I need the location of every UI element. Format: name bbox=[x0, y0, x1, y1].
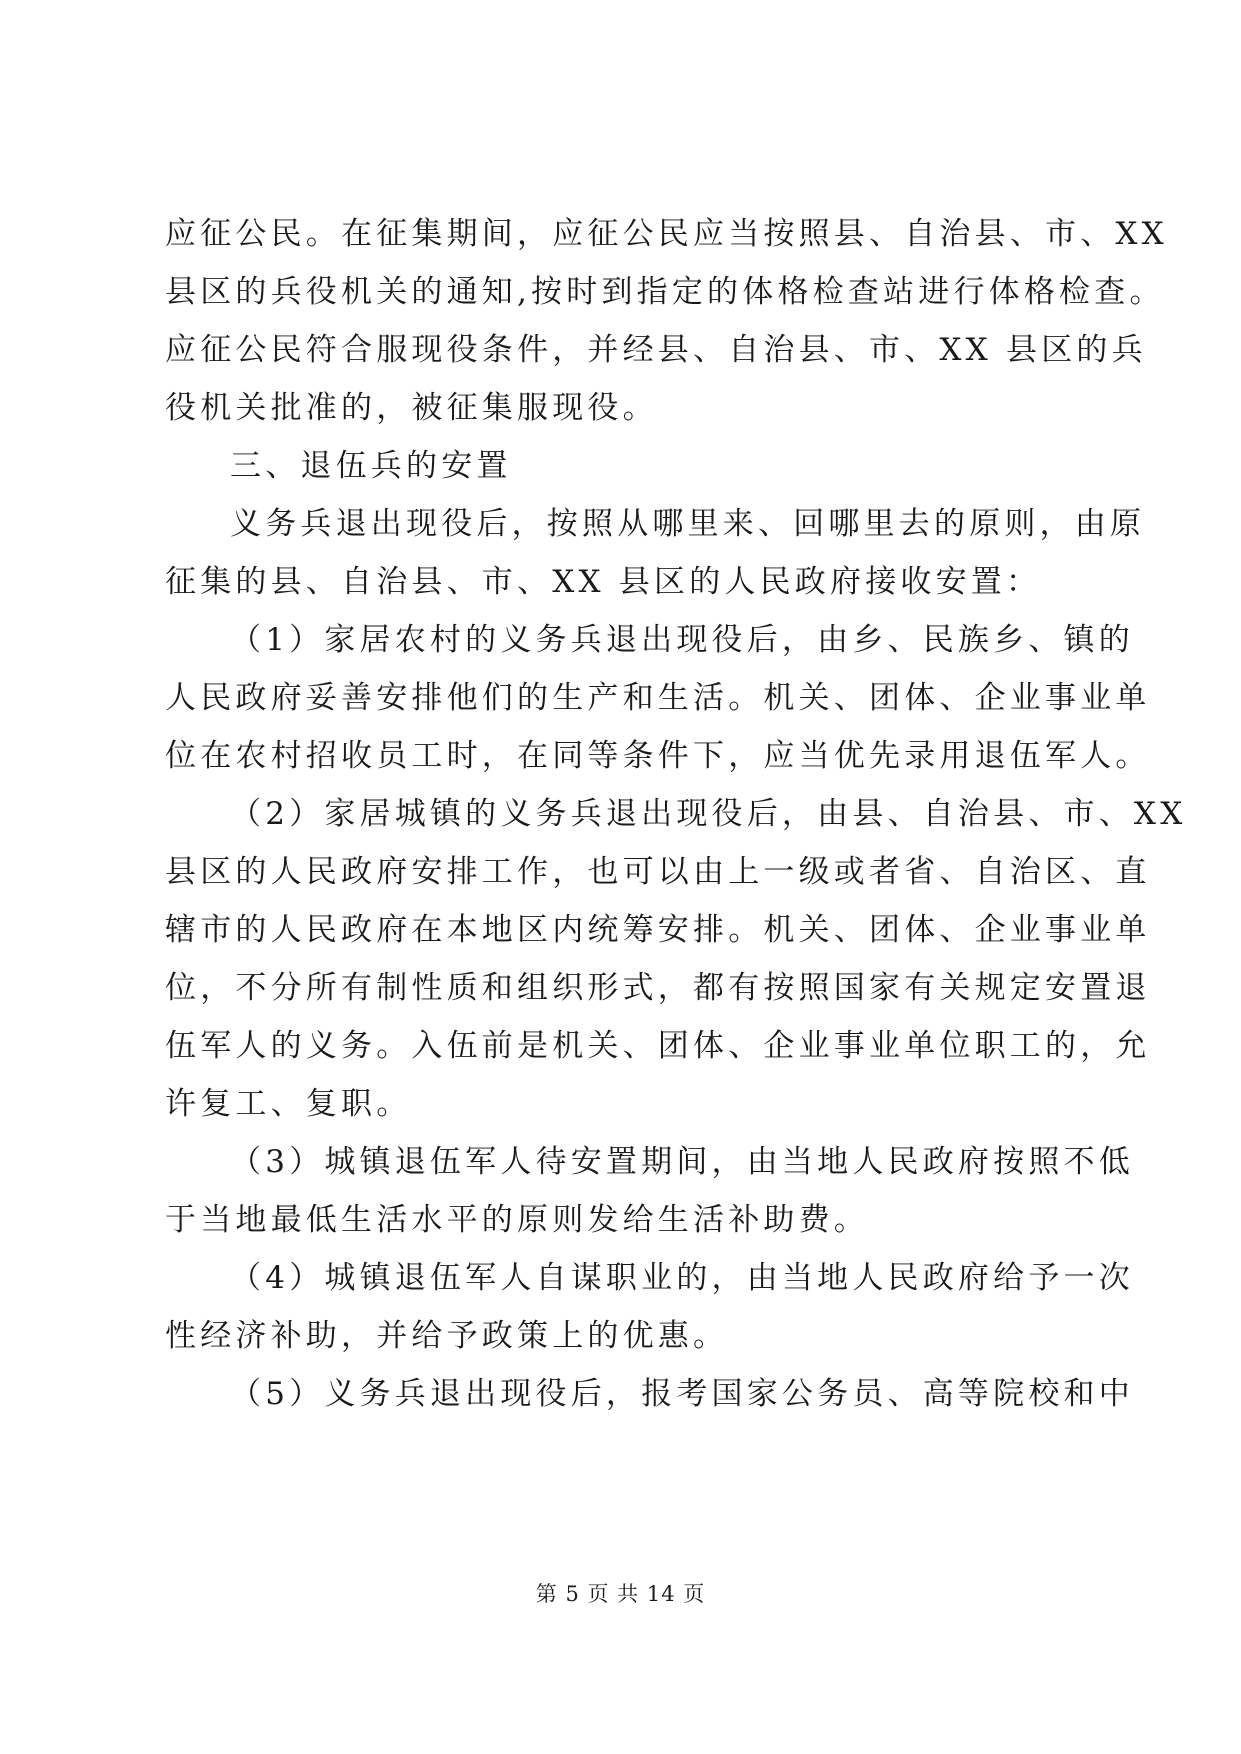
body-line-1: 应征公民。在征集期间，应征公民应当按照县、自治县、市、XX bbox=[165, 216, 1168, 252]
item-2-line-2: 县区的人民政府安排工作，也可以由上一级或者省、自治区、直 bbox=[165, 854, 1151, 890]
body-line-6: 义务兵退出现役后，按照从哪里来、回哪里去的原则，由原 bbox=[230, 506, 1146, 542]
item-2-line-4: 位，不分所有制性质和组织形式，都有按照国家有关规定安置退 bbox=[165, 970, 1151, 1006]
section-heading: 三、退伍兵的安置 bbox=[230, 448, 512, 484]
item-2-line-1: （2）家居城镇的义务兵退出现役后，由县、自治县、市、XX bbox=[230, 796, 1187, 832]
item-4-line-2: 性经济补助，并给予政策上的优惠。 bbox=[165, 1318, 729, 1354]
item-4-line-1: （4）城镇退伍军人自谋职业的，由当地人民政府给予一次 bbox=[230, 1260, 1134, 1296]
item-2-line-6: 许复工、复职。 bbox=[165, 1086, 412, 1122]
body-line-4: 役机关批准的，被征集服现役。 bbox=[165, 390, 658, 426]
item-5-line-1: （5）义务兵退出现役后，报考国家公务员、高等院校和中 bbox=[230, 1376, 1134, 1412]
body-line-3: 应征公民符合服现役条件，并经县、自治县、市、XX 县区的兵 bbox=[165, 332, 1147, 368]
page-footer: 第 5 页 共 14 页 bbox=[535, 1582, 706, 1606]
item-2-line-3: 辖市的人民政府在本地区内统筹安排。机关、团体、企业事业单 bbox=[165, 912, 1151, 948]
item-1-line-2: 人民政府妥善安排他们的生产和生活。机关、团体、企业事业单 bbox=[165, 680, 1151, 716]
item-1-line-1: （1）家居农村的义务兵退出现役后，由乡、民族乡、镇的 bbox=[230, 622, 1134, 658]
item-3-line-1: （3）城镇退伍军人待安置期间，由当地人民政府按照不低 bbox=[230, 1144, 1134, 1180]
item-2-line-5: 伍军人的义务。入伍前是机关、团体、企业事业单位职工的，允 bbox=[165, 1028, 1151, 1064]
item-3-line-2: 于当地最低生活水平的原则发给生活补助费。 bbox=[165, 1202, 869, 1238]
body-line-7: 征集的县、自治县、市、XX 县区的人民政府接收安置： bbox=[165, 564, 1042, 600]
body-line-2: 县区的兵役机关的通知,按时到指定的体格检查站进行体格检查。 bbox=[165, 274, 1165, 310]
item-1-line-3: 位在农村招收员工时，在同等条件下，应当优先录用退伍军人。 bbox=[165, 738, 1151, 774]
